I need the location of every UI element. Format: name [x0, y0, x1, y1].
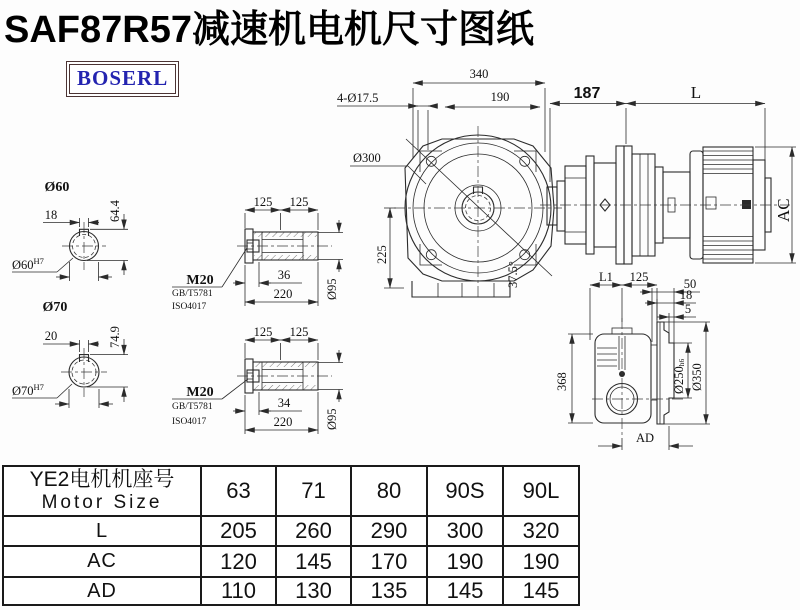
bore70-key-height: 74.9	[108, 326, 122, 348]
cell-AD-63: 110	[201, 577, 276, 605]
row-label-AD: AD	[3, 577, 201, 605]
bore60-title: Ø60	[44, 180, 70, 195]
page-title: SAF87R57减速机电机尺寸图纸	[4, 9, 534, 51]
dim-187: 187	[573, 85, 601, 102]
shaft-top-dim-dia: Ø95	[325, 278, 339, 300]
bore70-title: Ø70	[42, 300, 68, 315]
shaft-bot-dim-125a: 125	[253, 325, 273, 339]
header-size-63: 63	[201, 466, 276, 516]
shaft-top-thread: M20	[186, 273, 214, 288]
dim-AC: AC	[774, 198, 793, 222]
motor-side-view	[540, 83, 796, 264]
bolt-hole	[520, 156, 530, 166]
table-row-AC	[3, 546, 579, 577]
shaft-bot-thread: M20	[186, 385, 214, 400]
side-dim-18: 18	[679, 288, 693, 302]
row-label-AC: AC	[3, 546, 201, 577]
cell-AD-90S: 145	[427, 577, 503, 605]
shaft-top-dim-36: 36	[277, 268, 291, 282]
side-dim-5: 5	[684, 302, 692, 316]
side-dim-368: 368	[555, 372, 569, 391]
header-size-90S: 90S	[427, 466, 503, 516]
cell-AC-63: 120	[201, 546, 276, 577]
dim-190: 190	[490, 90, 510, 104]
shaft-bot-dim-125b: 125	[289, 325, 309, 339]
dim-225: 225	[375, 245, 389, 264]
bore70-label: $Ø70^{H7}$	[12, 382, 44, 398]
table-row-L	[3, 516, 579, 546]
cell-L-63: 205	[201, 516, 276, 546]
cell-L-90S: 300	[427, 516, 503, 546]
brand-logo-text: BOSERL	[77, 66, 169, 90]
bore60-label: $Ø60^{H7}$	[12, 256, 44, 272]
side-dim-125: 125	[629, 270, 649, 284]
dim-L: L	[690, 83, 702, 102]
shaft-bot-std2: ISO4017	[172, 417, 207, 427]
row-label-L: L	[3, 516, 201, 546]
header-size-80: 80	[351, 466, 427, 516]
cell-AC-80: 170	[351, 546, 427, 577]
cell-AD-80: 135	[351, 577, 427, 605]
cell-AD-90L: 145	[503, 577, 579, 605]
cell-AC-90S: 190	[427, 546, 503, 577]
table-header-row	[3, 466, 579, 516]
bolt-hole	[426, 250, 436, 260]
shaft-bot-dim-dia: Ø95	[325, 408, 339, 430]
bore-section-70	[12, 300, 128, 408]
cell-AC-90L: 190	[503, 546, 579, 577]
shaft-top-std2: ISO4017	[172, 302, 207, 312]
side-dim-AD: AD	[635, 431, 655, 445]
gearbox-side-view	[555, 270, 710, 450]
shaft-top-dim-220: 220	[273, 287, 293, 301]
label-bolt-holes: 4-Ø17.5	[337, 91, 379, 105]
cell-L-80: 290	[351, 516, 427, 546]
header-size-71: 71	[276, 466, 351, 516]
shaft-top-dim-125b: 125	[289, 195, 309, 209]
side-dim-flange: Ø350	[690, 363, 704, 391]
cell-AD-71: 130	[276, 577, 351, 605]
table-row-AD	[3, 577, 579, 605]
header-size-90L: 90L	[503, 466, 579, 516]
header-motor-size-cn: YE2电机机座号	[29, 468, 175, 491]
bore60-key-width: 18	[44, 208, 58, 222]
bolt-hole	[426, 156, 436, 166]
header-motor-size	[3, 466, 201, 516]
side-dim-spigot: Ø250h6	[672, 358, 686, 394]
bore70-key-width: 20	[44, 329, 58, 343]
shaft-bot-dim-220: 220	[273, 415, 293, 429]
gearbox-front-view	[337, 67, 562, 300]
cell-AC-71: 145	[276, 546, 351, 577]
header-motor-size-en: Motor Size	[41, 492, 163, 513]
bore60-key-height: 64.4	[108, 200, 122, 222]
cell-L-90L: 320	[503, 516, 579, 546]
cell-L-71: 260	[276, 516, 351, 546]
hollow-shaft-bottom	[172, 325, 343, 434]
shaft-top-std1: GB/T5781	[172, 289, 213, 299]
bolt-hole	[520, 250, 530, 260]
shaft-bot-dim-34: 34	[277, 396, 291, 410]
bore-section-60	[12, 180, 128, 281]
side-dim-50: 50	[683, 277, 697, 291]
motor-size-table	[2, 465, 580, 606]
shaft-top-dim-125a: 125	[253, 195, 273, 209]
hollow-shaft-top	[172, 195, 343, 312]
side-dim-L1: L1	[599, 270, 613, 284]
label-angle: 37.5°	[506, 261, 520, 288]
shaft-bot-std1: GB/T5781	[172, 402, 213, 412]
dim-340: 340	[469, 67, 489, 81]
label-flange-dia: Ø300	[353, 151, 381, 165]
